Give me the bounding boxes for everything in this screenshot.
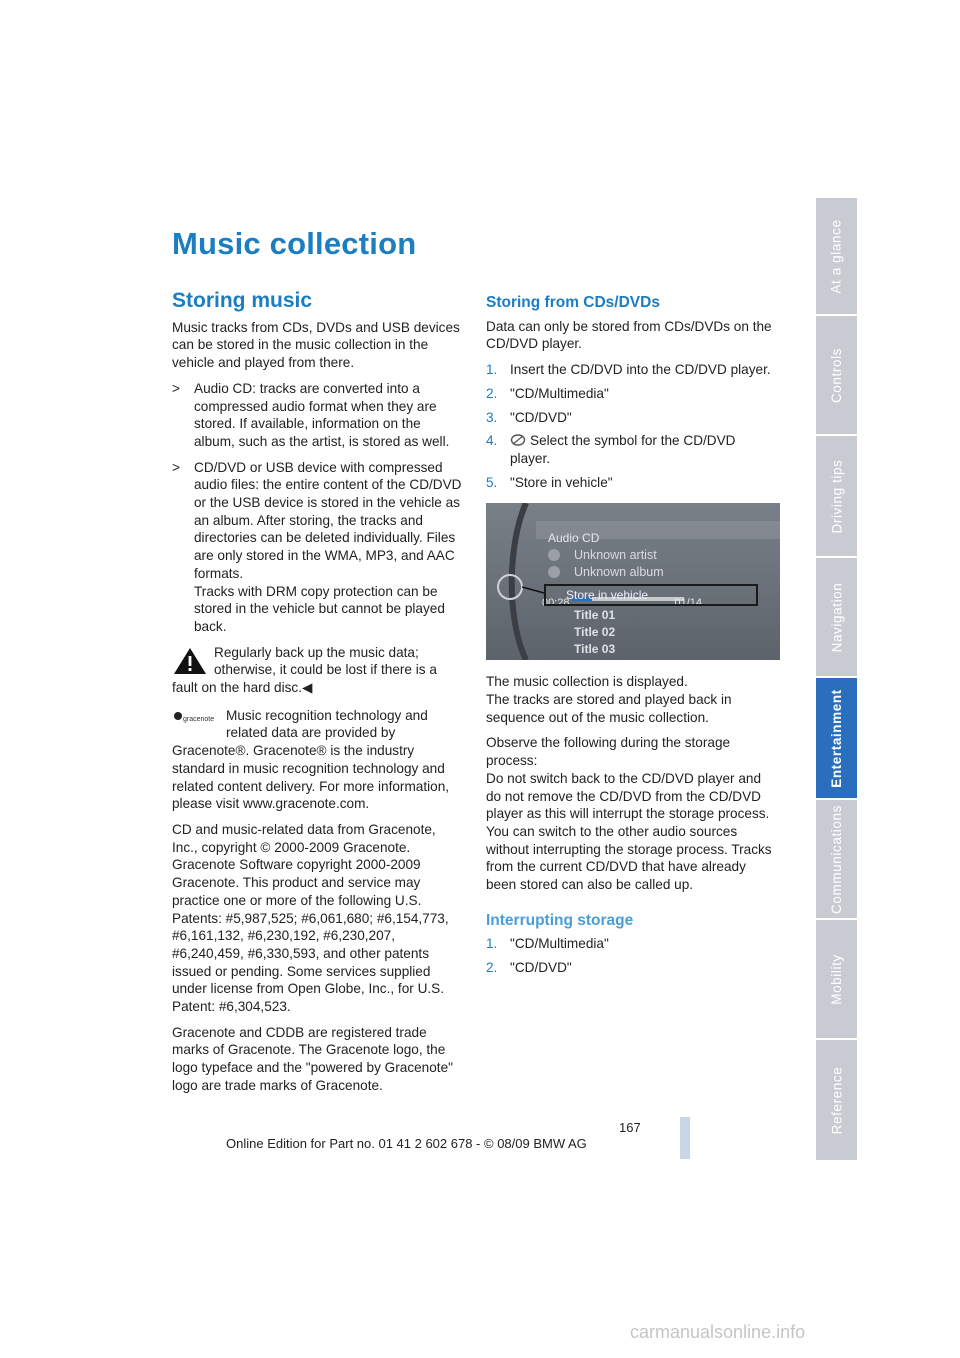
- step-text: "CD/DVD": [510, 409, 572, 425]
- page-marker-bar: [680, 1117, 690, 1159]
- gracenote-logo-icon: [172, 707, 216, 727]
- screen-title-row: Title 01: [574, 608, 616, 623]
- subsection-heading: Interrupting storage: [486, 911, 634, 929]
- screen-album: Unknown album: [574, 565, 664, 580]
- trademark-paragraph: Gracenote and CDDB are registered trade marks of Gracenote. The Gracenote logo, the logo typeface and the "powered by Gracenote" logo are trade marks of Gracenote.: [172, 1024, 453, 1093]
- sidebar-item-controls[interactable]: Controls: [816, 316, 857, 434]
- sidebar-item-reference[interactable]: Reference: [816, 1040, 857, 1160]
- page-number: 167: [619, 1120, 641, 1135]
- sidebar-item-navigation[interactable]: Navigation: [816, 558, 857, 676]
- step-number: 5.: [486, 474, 498, 490]
- store-in-vehicle-menu-item: Store in vehicle: [544, 584, 758, 606]
- watermark: carmanualsonline.info: [630, 1322, 806, 1342]
- section-heading: Storing music: [172, 289, 313, 312]
- warning-text: Regularly back up the music data; otherwise, it could be lost if there is a fault on the hard disc.◀: [172, 644, 437, 696]
- sidebar-item-mobility[interactable]: Mobility: [816, 920, 857, 1038]
- page-title: Music collection: [172, 226, 417, 261]
- step-text: "CD/Multimedia": [510, 936, 609, 952]
- sidebar-item-at-a-glance[interactable]: At a glance: [816, 198, 857, 314]
- intro-paragraph: Music tracks from CDs, DVDs and USB devices can be stored in the music collection in the vehicle and played from there.: [172, 319, 460, 371]
- screen-title-row: Title 03: [574, 642, 616, 657]
- step-item: [486, 432, 778, 467]
- cd-player-icon: [510, 434, 526, 446]
- bullet-mark: >: [172, 459, 180, 475]
- copyright-paragraph: CD and music-related data from Gracenote, Inc., copyright © 2000-2009 Gracenote. Gracenote Software copyright 2000-2009 Gracenote. This product and service may practice one or more of the following U.S. Patents: #5,987,525; #6,061,680; #6,154,773, #6,161,132, #6,230,192, #6,230,207, #6,240,459, #6,330,593, and other patents issued or pending. Some services supplied under license from Open Globe, Inc., for U.S. Patent: #6,304,523.: [172, 821, 449, 1015]
- bullet-item: [172, 459, 464, 636]
- step-item: [486, 385, 778, 403]
- svg-text:gracenote: gracenote: [183, 715, 215, 723]
- bullet-mark: >: [172, 380, 180, 396]
- result-text: The music collection is displayed.: [486, 674, 688, 690]
- right-column: [486, 294, 778, 985]
- step-number: 2.: [486, 960, 498, 976]
- intro-paragraph: Data can only be stored from CDs/DVDs on the CD/DVD player.: [486, 318, 772, 352]
- footer-text: Online Edition for Part no. 01 41 2 602 678 - © 08/09 BMW AG: [226, 1136, 587, 1151]
- step-text: "CD/Multimedia": [510, 385, 609, 401]
- observe-heading-text: Observe the following during the storage process:: [486, 735, 731, 769]
- bullet-note: Tracks with DRM copy protection can be stored in the vehicle but cannot be played back.: [194, 583, 445, 634]
- step-text: "CD/DVD": [510, 960, 572, 976]
- step-item: [486, 959, 778, 977]
- screen-title-row: Title 02: [574, 625, 616, 640]
- screen-header: Audio CD: [548, 531, 600, 546]
- step-item: [486, 361, 778, 379]
- step-list: [486, 361, 778, 491]
- sidebar-item-entertainment[interactable]: Entertainment: [816, 678, 857, 798]
- step-item: [486, 935, 778, 953]
- step-number: 4.: [486, 433, 498, 449]
- bullet-item: [172, 380, 464, 451]
- step-item: [486, 474, 778, 492]
- observe-text: Do not switch back to the CD/DVD player and do not remove the CD/DVD from the CD/DVD player as this will interrupt the storage process. You can switch to the other audio sources without interrupting the storage process. Tracks from the current CD/DVD that have already been stored can also be called up.: [486, 770, 772, 893]
- section-heading: Storing from CDs/DVDs: [486, 294, 660, 311]
- result-text: The tracks are stored and played back in sequence out of the music collection.: [486, 692, 732, 725]
- step-text: Insert the CD/DVD into the CD/DVD player.: [510, 362, 771, 378]
- step-number: 1.: [486, 936, 498, 952]
- step-number: 2.: [486, 385, 498, 401]
- bullet-text: CD/DVD or USB device with compressed audio files: the entire content of the CD/DVD or the USB device is stored in the vehicle as an album. After storing, the tracks and directories can be deleted individually. Files are only stored in the WMA, MP3, and AAC formats.: [194, 459, 462, 581]
- sidebar-item-driving-tips[interactable]: Driving tips: [816, 436, 857, 556]
- step-number: 3.: [486, 409, 498, 425]
- screen-track: 01/14: [674, 597, 702, 610]
- warning-note: [172, 644, 464, 697]
- step-number: 1.: [486, 362, 498, 378]
- left-column: [172, 289, 464, 1103]
- screen-time: 00:28: [542, 597, 570, 610]
- screen-artist: Unknown artist: [574, 548, 657, 563]
- warning-icon: [172, 646, 208, 676]
- step-item: [486, 409, 778, 427]
- idrive-screen-image: [486, 503, 780, 660]
- sidebar-item-communications[interactable]: Communications: [816, 800, 857, 918]
- bullet-text: Audio CD: tracks are converted into a compressed audio format when they are stored. If available, information on the album, such as the artist, is stored as well.: [194, 380, 450, 449]
- step-text: "Store in vehicle": [510, 474, 613, 490]
- gracenote-text: Music recognition technology and related data are provided by Gracenote®. Gracenote® is the industry standard in music recognition technology and related content delivery. For more information, please visit www.gracenote.com.: [172, 707, 450, 812]
- gracenote-note: [172, 707, 464, 813]
- step-text: Select the symbol for the CD/DVD player.: [510, 433, 736, 466]
- step-list: [486, 935, 778, 976]
